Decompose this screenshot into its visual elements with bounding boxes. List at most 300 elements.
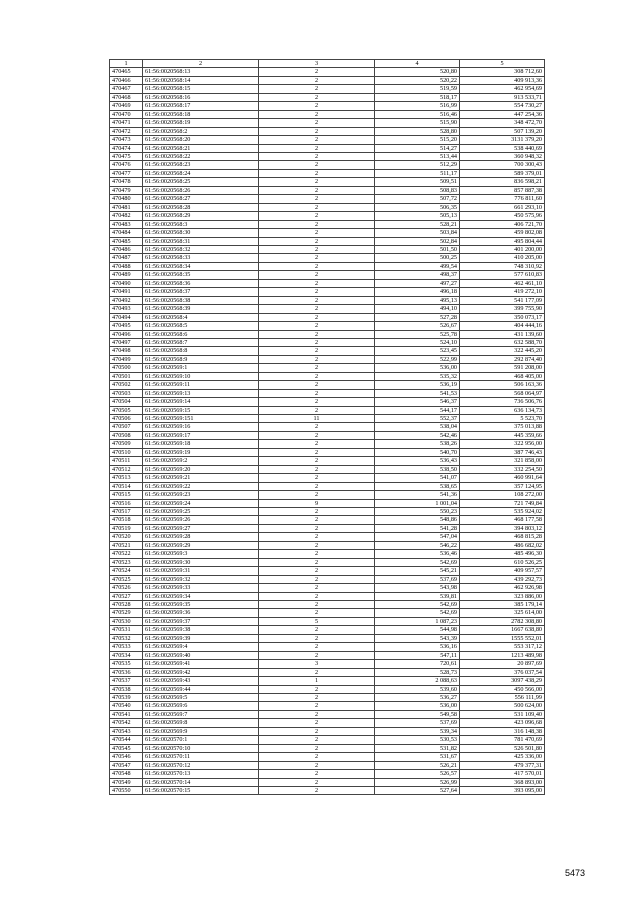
table-row — [110, 237, 545, 245]
table-cell: 470488 — [110, 262, 143, 270]
table-cell: 2 — [259, 288, 375, 296]
table-cell: 531,67 — [375, 753, 460, 761]
table-cell: 2 — [259, 524, 375, 532]
table-cell: 470480 — [110, 195, 143, 203]
table-cell: 538,26 — [375, 440, 460, 448]
table-cell: 2 — [259, 457, 375, 465]
table-cell: 540,70 — [375, 448, 460, 456]
table-cell: 61:56:0020569:13 — [143, 389, 259, 397]
table-cell: 61:56:0020569:7 — [143, 710, 259, 718]
table-row — [110, 770, 545, 778]
table-cell: 523,45 — [375, 347, 460, 355]
table-cell: 61:56:0020568:34 — [143, 262, 259, 270]
table-cell: 547,04 — [375, 533, 460, 541]
table-row — [110, 144, 545, 152]
table-cell: 61:56:0020569:14 — [143, 398, 259, 406]
table-cell: 61:56:0020569:11 — [143, 381, 259, 389]
table-cell: 61:56:0020569:22 — [143, 482, 259, 490]
table-cell: 61:56:0020569:31 — [143, 567, 259, 575]
table-cell: 536,43 — [375, 457, 460, 465]
table-cell: 376 037,54 — [460, 668, 545, 676]
table-cell: 2 — [259, 626, 375, 634]
table-cell: 470499 — [110, 355, 143, 363]
table-cell: 2 — [259, 398, 375, 406]
table-cell: 3 — [259, 660, 375, 668]
table-cell: 419 272,10 — [460, 288, 545, 296]
table-cell: 498,37 — [375, 271, 460, 279]
table-row — [110, 127, 545, 135]
table-header-row — [110, 60, 545, 68]
table-row — [110, 592, 545, 600]
table-cell: 462 461,10 — [460, 279, 545, 287]
table-cell: 61:56:0020568:30 — [143, 229, 259, 237]
table-cell: 468 177,58 — [460, 516, 545, 524]
table-cell: 323 886,00 — [460, 592, 545, 600]
table-cell: 470534 — [110, 651, 143, 659]
table-cell: 61:56:0020568:26 — [143, 186, 259, 194]
table-cell: 470540 — [110, 702, 143, 710]
table-cell: 2 — [259, 195, 375, 203]
table-cell: 2 — [259, 710, 375, 718]
table-row — [110, 719, 545, 727]
table-row — [110, 736, 545, 744]
table-cell: 1 001,04 — [375, 499, 460, 507]
table-cell: 2 — [259, 533, 375, 541]
table-cell: 2 — [259, 127, 375, 135]
table-cell: 2782 308,80 — [460, 617, 545, 625]
table-cell: 470490 — [110, 279, 143, 287]
table-cell: 721 749,84 — [460, 499, 545, 507]
table-cell: 61:56:0020568:21 — [143, 144, 259, 152]
table-cell: 543,39 — [375, 634, 460, 642]
table-cell: 61:56:0020569:24 — [143, 499, 259, 507]
table-cell: 2 — [259, 220, 375, 228]
table-cell: 2 — [259, 161, 375, 169]
table-row — [110, 491, 545, 499]
table-cell: 530,53 — [375, 736, 460, 744]
table-cell: 470466 — [110, 76, 143, 84]
table-cell: 524,10 — [375, 338, 460, 346]
table-cell: 61:56:0020569:17 — [143, 431, 259, 439]
table-cell: 61:56:0020569:44 — [143, 685, 259, 693]
table-cell: 462 926,98 — [460, 584, 545, 592]
table-cell: 470550 — [110, 786, 143, 794]
table-cell: 525,78 — [375, 330, 460, 338]
table-cell: 554 730,27 — [460, 102, 545, 110]
table-cell: 2 — [259, 558, 375, 566]
table-row — [110, 152, 545, 160]
table-cell: 462 954,69 — [460, 85, 545, 93]
table-cell: 2 — [259, 271, 375, 279]
table-cell: 409 913,36 — [460, 76, 545, 84]
table-cell: 61:56:0020569:28 — [143, 533, 259, 541]
table-body — [110, 68, 545, 795]
table-cell: 2 — [259, 381, 375, 389]
table-row — [110, 161, 545, 169]
table-cell: 470538 — [110, 685, 143, 693]
table-cell: 470485 — [110, 237, 143, 245]
table-cell: 2 — [259, 601, 375, 609]
table-row — [110, 322, 545, 330]
table-cell: 439 292,73 — [460, 575, 545, 583]
table-cell: 549,58 — [375, 710, 460, 718]
table-cell: 591 208,00 — [460, 364, 545, 372]
table-cell: 470481 — [110, 203, 143, 211]
table-cell: 460 991,64 — [460, 474, 545, 482]
table-cell: 548,86 — [375, 516, 460, 524]
table-cell: 61:56:0020569:43 — [143, 677, 259, 685]
table-cell: 497,27 — [375, 279, 460, 287]
table-cell: 538,04 — [375, 423, 460, 431]
table-cell: 470479 — [110, 186, 143, 194]
table-cell: 2 — [259, 355, 375, 363]
table-cell: 470537 — [110, 677, 143, 685]
table-cell: 2 — [259, 753, 375, 761]
table-row — [110, 431, 545, 439]
table-cell: 61:56:0020569:23 — [143, 491, 259, 499]
table-row — [110, 381, 545, 389]
table-cell: 470513 — [110, 474, 143, 482]
table-cell: 836 598,21 — [460, 178, 545, 186]
table-cell: 470539 — [110, 693, 143, 701]
table-cell: 470505 — [110, 406, 143, 414]
table-row — [110, 195, 545, 203]
table-cell: 528,21 — [375, 220, 460, 228]
table-cell: 2 — [259, 541, 375, 549]
table-cell: 470482 — [110, 212, 143, 220]
table-cell: 485 496,30 — [460, 550, 545, 558]
table-cell: 736 506,76 — [460, 398, 545, 406]
table-cell: 470496 — [110, 330, 143, 338]
table-cell: 776 811,60 — [460, 195, 545, 203]
table-cell: 2 — [259, 761, 375, 769]
table-cell: 375 013,88 — [460, 423, 545, 431]
table-cell: 589 379,01 — [460, 169, 545, 177]
table-cell: 2 — [259, 305, 375, 313]
table-cell: 2 — [259, 144, 375, 152]
table-row — [110, 643, 545, 651]
table-row — [110, 786, 545, 794]
table-cell: 357 124,95 — [460, 482, 545, 490]
table-cell: 516,99 — [375, 102, 460, 110]
table-cell: 505,13 — [375, 212, 460, 220]
table-cell: 470504 — [110, 398, 143, 406]
table-cell: 450 566,00 — [460, 685, 545, 693]
table-cell: 2 — [259, 152, 375, 160]
table-cell: 61:56:0020569:10 — [143, 372, 259, 380]
table-cell: 541,36 — [375, 491, 460, 499]
table-cell: 61:56:0020568:5 — [143, 322, 259, 330]
table-cell: 632 588,70 — [460, 338, 545, 346]
table-row — [110, 541, 545, 549]
table-cell: 470501 — [110, 372, 143, 380]
table-cell: 544,98 — [375, 626, 460, 634]
table-row — [110, 93, 545, 101]
table-cell: 61:56:0020568:36 — [143, 279, 259, 287]
table-row — [110, 457, 545, 465]
table-row — [110, 693, 545, 701]
table-cell: 2 — [259, 313, 375, 321]
table-cell: 526,67 — [375, 322, 460, 330]
table-row — [110, 617, 545, 625]
table-cell: 520,22 — [375, 76, 460, 84]
table-cell: 61:56:0020568:38 — [143, 296, 259, 304]
table-row — [110, 558, 545, 566]
table-cell: 535,32 — [375, 372, 460, 380]
table-row — [110, 203, 545, 211]
table-cell: 2 — [259, 68, 375, 76]
table-cell: 61:56:0020569:27 — [143, 524, 259, 532]
table-cell: 2 — [259, 178, 375, 186]
table-row — [110, 550, 545, 558]
table-row — [110, 702, 545, 710]
table-row — [110, 761, 545, 769]
table-cell: 470474 — [110, 144, 143, 152]
table-cell: 61:56:0020568:7 — [143, 338, 259, 346]
table-cell: 2 — [259, 693, 375, 701]
table-row — [110, 68, 545, 76]
table-cell: 2 — [259, 550, 375, 558]
table-cell: 2 — [259, 245, 375, 253]
table-cell: 470523 — [110, 558, 143, 566]
table-cell: 513,44 — [375, 152, 460, 160]
table-row — [110, 178, 545, 186]
table-cell: 539,60 — [375, 685, 460, 693]
table-cell: 61:56:0020568:29 — [143, 212, 259, 220]
table-cell: 500,25 — [375, 254, 460, 262]
table-cell: 61:56:0020570:1 — [143, 736, 259, 744]
table-cell: 61:56:0020569:6 — [143, 702, 259, 710]
table-cell: 520,80 — [375, 68, 460, 76]
table-cell: 501,50 — [375, 245, 460, 253]
table-cell: 2 — [259, 592, 375, 600]
table-cell: 61:56:0020569:4 — [143, 643, 259, 651]
table-cell: 536,00 — [375, 702, 460, 710]
table-cell: 544,17 — [375, 406, 460, 414]
table-cell: 506 163,36 — [460, 381, 545, 389]
table-cell: 542,46 — [375, 431, 460, 439]
table-cell: 470517 — [110, 508, 143, 516]
table-cell: 61:56:0020568:18 — [143, 110, 259, 118]
column-header: 1 — [110, 60, 143, 68]
table-cell: 2 — [259, 93, 375, 101]
table-cell: 2 — [259, 685, 375, 693]
table-cell: 61:56:0020568:19 — [143, 119, 259, 127]
table-cell: 661 293,10 — [460, 203, 545, 211]
table-row — [110, 110, 545, 118]
table-cell: 545,21 — [375, 567, 460, 575]
table-cell: 556 111,99 — [460, 693, 545, 701]
table-row — [110, 76, 545, 84]
table-cell: 577 610,83 — [460, 271, 545, 279]
table-cell: 527,64 — [375, 786, 460, 794]
table-cell: 2 — [259, 322, 375, 330]
table-cell: 470475 — [110, 152, 143, 160]
table-cell: 61:56:0020569:39 — [143, 634, 259, 642]
table-cell: 506,35 — [375, 203, 460, 211]
table-cell: 514,27 — [375, 144, 460, 152]
table-cell: 486 682,02 — [460, 541, 545, 549]
table-cell: 470530 — [110, 617, 143, 625]
table-cell: 542,69 — [375, 609, 460, 617]
table-cell: 527,28 — [375, 313, 460, 321]
table-cell: 2 — [259, 372, 375, 380]
table-cell: 536,00 — [375, 364, 460, 372]
table-row — [110, 136, 545, 144]
table-cell: 2 — [259, 567, 375, 575]
table-cell: 2 — [259, 85, 375, 93]
table-row — [110, 634, 545, 642]
table-row — [110, 355, 545, 363]
table-row — [110, 584, 545, 592]
table-row — [110, 229, 545, 237]
table-cell: 61:56:0020569:16 — [143, 423, 259, 431]
table-cell: 538,65 — [375, 482, 460, 490]
table-cell: 2 — [259, 338, 375, 346]
table-cell: 61:56:0020569:32 — [143, 575, 259, 583]
table-cell: 406 721,70 — [460, 220, 545, 228]
table-cell: 61:56:0020568:23 — [143, 161, 259, 169]
table-cell: 470491 — [110, 288, 143, 296]
table-cell: 61:56:0020568:16 — [143, 93, 259, 101]
table-cell: 542,69 — [375, 558, 460, 566]
table-cell: 61:56:0020568:17 — [143, 102, 259, 110]
table-cell: 61:56:0020568:6 — [143, 330, 259, 338]
table-row — [110, 254, 545, 262]
table-cell: 360 948,32 — [460, 152, 545, 160]
table-cell: 470546 — [110, 753, 143, 761]
table-cell: 2 — [259, 634, 375, 642]
table-cell: 423 096,68 — [460, 719, 545, 727]
table-cell: 61:56:0020569:35 — [143, 601, 259, 609]
table-cell: 470506 — [110, 415, 143, 423]
table-cell: 61:56:0020569:151 — [143, 415, 259, 423]
table-cell: 468 815,28 — [460, 533, 545, 541]
table-cell: 332 254,50 — [460, 465, 545, 473]
table-cell: 568 064,97 — [460, 389, 545, 397]
table-cell: 470512 — [110, 465, 143, 473]
table-cell: 61:56:0020569:8 — [143, 719, 259, 727]
table-cell: 61:56:0020568:2 — [143, 127, 259, 135]
table-row — [110, 220, 545, 228]
table-cell: 720,61 — [375, 660, 460, 668]
table-row — [110, 778, 545, 786]
table-cell: 541 177,09 — [460, 296, 545, 304]
table-cell: 348 472,70 — [460, 119, 545, 127]
table-cell: 61:56:0020569:15 — [143, 406, 259, 414]
table-cell: 61:56:0020569:21 — [143, 474, 259, 482]
table-row — [110, 262, 545, 270]
table-cell: 2 — [259, 474, 375, 482]
table-row — [110, 102, 545, 110]
table-row — [110, 601, 545, 609]
table-cell: 2 — [259, 448, 375, 456]
table-cell: 470477 — [110, 169, 143, 177]
table-row — [110, 465, 545, 473]
table-cell: 1 — [259, 677, 375, 685]
column-header: 2 — [143, 60, 259, 68]
table-row — [110, 313, 545, 321]
table-cell: 496,18 — [375, 288, 460, 296]
table-cell: 470497 — [110, 338, 143, 346]
table-cell: 470489 — [110, 271, 143, 279]
table-cell: 61:56:0020569:25 — [143, 508, 259, 516]
table-cell: 470525 — [110, 575, 143, 583]
table-cell: 61:56:0020568:14 — [143, 76, 259, 84]
table-cell: 550,23 — [375, 508, 460, 516]
table-cell: 470483 — [110, 220, 143, 228]
table-cell: 479 377,31 — [460, 761, 545, 769]
table-cell: 470520 — [110, 533, 143, 541]
table-cell: 470528 — [110, 601, 143, 609]
table-cell: 541,28 — [375, 524, 460, 532]
table-cell: 522,99 — [375, 355, 460, 363]
table-cell: 61:56:0020569:40 — [143, 651, 259, 659]
table-row — [110, 668, 545, 676]
table-cell: 470543 — [110, 727, 143, 735]
table-cell: 2 — [259, 643, 375, 651]
table-cell: 409 957,57 — [460, 567, 545, 575]
table-row — [110, 186, 545, 194]
table-cell: 61:56:0020569:42 — [143, 668, 259, 676]
table-row — [110, 524, 545, 532]
table-cell: 470514 — [110, 482, 143, 490]
table-row — [110, 533, 545, 541]
table-cell: 2 088,63 — [375, 677, 460, 685]
table-row — [110, 440, 545, 448]
table-cell: 494,10 — [375, 305, 460, 313]
table-cell: 470471 — [110, 119, 143, 127]
table-cell: 913 533,71 — [460, 93, 545, 101]
table-cell: 541,07 — [375, 474, 460, 482]
table-cell: 5 523,70 — [460, 415, 545, 423]
table-cell: 547,11 — [375, 651, 460, 659]
table-cell: 470476 — [110, 161, 143, 169]
table-cell: 2 — [259, 119, 375, 127]
table-cell: 1667 638,80 — [460, 626, 545, 634]
table-row — [110, 279, 545, 287]
table-cell: 470548 — [110, 770, 143, 778]
table-cell: 410 205,00 — [460, 254, 545, 262]
table-row — [110, 567, 545, 575]
table-row — [110, 288, 545, 296]
table-cell: 350 073,17 — [460, 313, 545, 321]
table-cell: 61:56:0020569:5 — [143, 693, 259, 701]
table-cell: 516,46 — [375, 110, 460, 118]
table-row — [110, 482, 545, 490]
table-cell: 2 — [259, 229, 375, 237]
table-cell: 536,16 — [375, 643, 460, 651]
table-row — [110, 338, 545, 346]
table-cell: 512,29 — [375, 161, 460, 169]
table-cell: 470468 — [110, 93, 143, 101]
table-cell: 470515 — [110, 491, 143, 499]
table-cell: 450 575,96 — [460, 212, 545, 220]
column-header: 5 — [460, 60, 545, 68]
table-cell: 1555 552,01 — [460, 634, 545, 642]
table-cell: 470545 — [110, 744, 143, 752]
table-cell: 470519 — [110, 524, 143, 532]
table-cell: 61:56:0020568:37 — [143, 288, 259, 296]
table-row — [110, 753, 545, 761]
table-cell: 61:56:0020569:37 — [143, 617, 259, 625]
table-cell: 2 — [259, 423, 375, 431]
table-cell: 61:56:0020570:10 — [143, 744, 259, 752]
table-cell: 515,20 — [375, 136, 460, 144]
table-cell: 2 — [259, 102, 375, 110]
table-cell: 526 501,80 — [460, 744, 545, 752]
table-cell: 61:56:0020568:4 — [143, 313, 259, 321]
